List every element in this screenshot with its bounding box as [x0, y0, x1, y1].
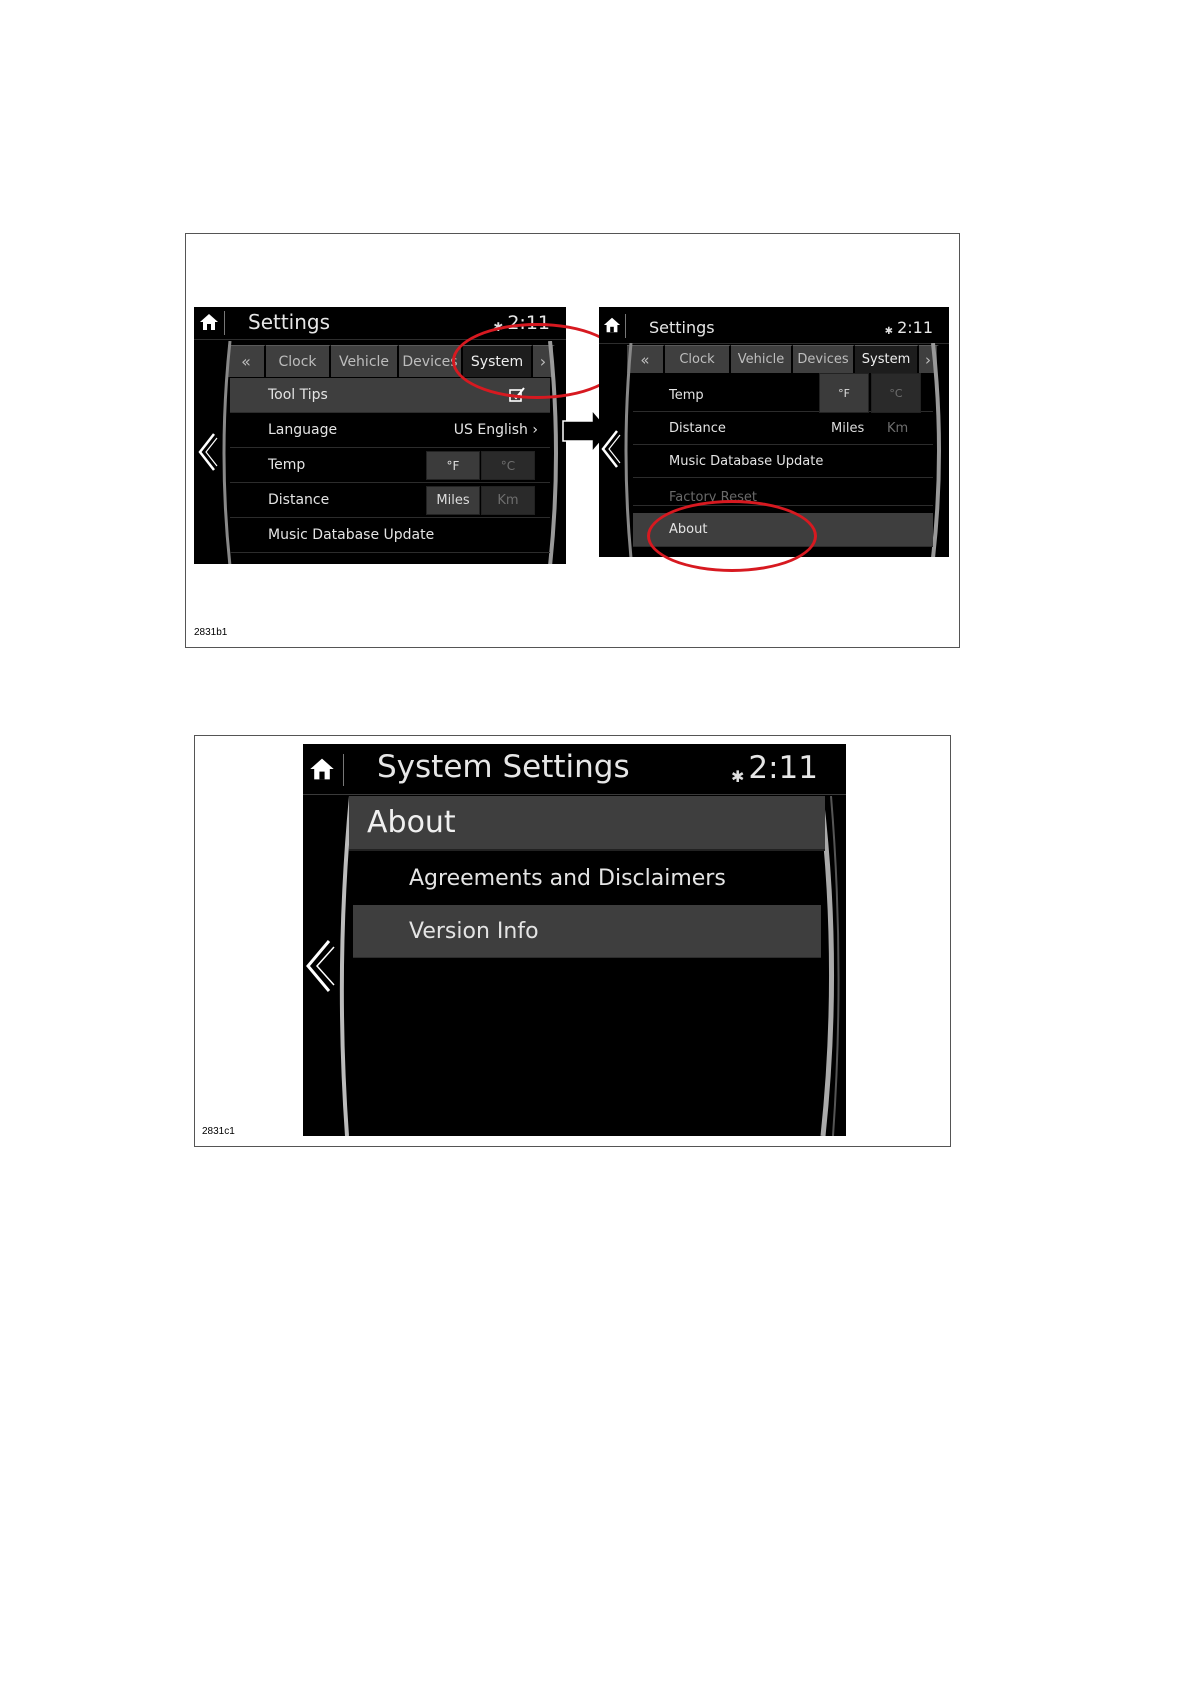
double-chevron-left-icon[interactable]: «	[627, 345, 665, 373]
list-item-label: Version Info	[409, 918, 539, 944]
bluetooth-icon: ✱	[493, 320, 504, 334]
language-value	[454, 422, 538, 438]
header-divider	[625, 314, 626, 338]
list-item-label: Agreements and Disclaimers	[409, 865, 726, 891]
row-label: Language	[268, 422, 338, 438]
back-chevron-icon[interactable]	[599, 429, 621, 469]
row-label: Distance	[268, 492, 330, 508]
option-celsius[interactable]: °C	[481, 451, 535, 480]
row-music-database-update[interactable]	[633, 445, 933, 478]
clock-time: 2:11	[748, 750, 818, 786]
screen-title: Settings	[649, 318, 715, 337]
home-icon[interactable]	[601, 314, 623, 336]
row-temp	[230, 448, 550, 483]
bluetooth-icon: ✱	[730, 767, 745, 786]
header-divider	[343, 754, 344, 786]
row-distance	[633, 412, 933, 445]
figure-1	[185, 233, 960, 648]
tab-devices[interactable]: Devices	[793, 345, 855, 373]
highlight-circle-system	[452, 323, 622, 399]
option-miles[interactable]: Miles	[426, 486, 480, 515]
figure-2	[194, 735, 951, 1147]
figure-label: 2831c1	[202, 1126, 235, 1137]
language-value-text: US English	[453, 422, 528, 438]
figure-label: 2831b1	[194, 627, 228, 638]
header-bar	[599, 307, 949, 344]
screen-title: System Settings	[377, 749, 630, 785]
row-label: Factory Reset	[669, 490, 757, 505]
chevron-right-icon[interactable]: ›	[919, 345, 939, 373]
section-header-about	[349, 796, 825, 851]
double-chevron-left-icon[interactable]: «	[228, 345, 266, 377]
tab-clock[interactable]: Clock	[665, 345, 731, 373]
option-fahrenheit[interactable]: °F	[426, 451, 480, 480]
back-chevron-icon[interactable]	[303, 938, 337, 994]
tab-system[interactable]: System	[463, 345, 533, 377]
row-label: About	[669, 522, 708, 537]
tab-clock[interactable]: Clock	[266, 345, 331, 377]
tab-vehicle[interactable]: Vehicle	[731, 345, 793, 373]
tab-bar	[627, 345, 939, 373]
system-settings-screen	[303, 744, 846, 1136]
list-item-version-info[interactable]	[353, 905, 821, 958]
row-factory-reset[interactable]	[633, 478, 933, 506]
tab-vehicle[interactable]: Vehicle	[331, 345, 399, 377]
clock-time: 2:11	[897, 318, 933, 337]
home-icon[interactable]	[198, 311, 220, 333]
row-distance	[230, 483, 550, 518]
header-bar	[303, 744, 846, 795]
clock-time: 2:11	[507, 312, 550, 334]
status-clock	[731, 750, 818, 786]
option-km[interactable]: Km	[887, 420, 909, 436]
option-fahrenheit[interactable]: °F	[819, 373, 869, 413]
tab-system[interactable]: System	[855, 345, 919, 373]
row-music-database-update[interactable]	[230, 518, 550, 553]
highlight-circle-about	[647, 500, 817, 572]
header-divider	[224, 311, 225, 335]
row-label: Temp	[268, 457, 306, 473]
chevron-right-icon: ›	[532, 422, 538, 438]
section-title: About	[367, 805, 456, 840]
row-temp	[633, 379, 933, 412]
status-clock	[885, 318, 933, 337]
row-label: Tool Tips	[268, 387, 328, 403]
screen-title: Settings	[248, 310, 331, 334]
row-label: Music Database Update	[268, 527, 435, 543]
option-km[interactable]: Km	[481, 486, 535, 515]
option-miles[interactable]: Miles	[831, 420, 865, 436]
tab-devices[interactable]: Devices	[399, 345, 463, 377]
row-label: Music Database Update	[669, 453, 824, 469]
bluetooth-icon: ✱	[884, 326, 894, 337]
back-chevron-icon[interactable]	[196, 432, 218, 472]
home-icon[interactable]	[307, 754, 337, 784]
row-label: Temp	[669, 387, 704, 403]
chevron-right-icon[interactable]: ›	[533, 345, 555, 377]
option-celsius[interactable]: °C	[871, 373, 921, 413]
row-language[interactable]	[230, 413, 550, 448]
row-label: Distance	[669, 420, 726, 436]
list-item-agreements[interactable]	[353, 852, 821, 904]
